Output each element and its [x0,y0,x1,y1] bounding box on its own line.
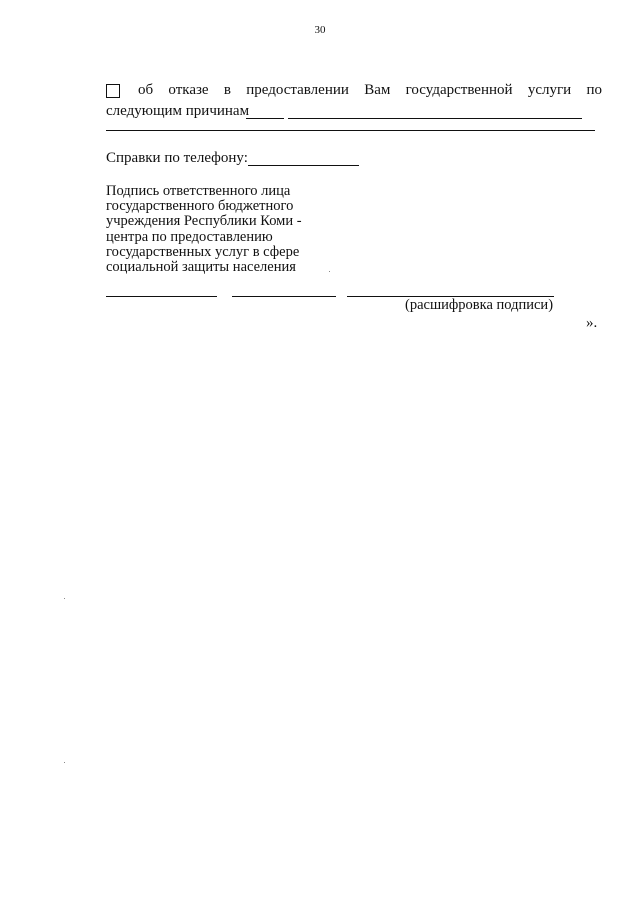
reasons-blank-short[interactable] [246,118,284,119]
refusal-text: об отказе в предоставлении Вам государственной услуги по [138,82,602,98]
official-line: учреждения Республики Коми - [106,213,302,230]
official-line: государственного бюджетного [106,198,294,215]
signature-decoding-caption: (расшифровка подписи) [405,297,554,313]
official-line: государственных услуг в сфере [106,243,300,260]
closing-quote: ». [586,315,598,331]
scan-speck [329,271,330,272]
refusal-reasons-label: следующим причинам [106,103,250,119]
reasons-blank-full-line[interactable] [106,130,595,131]
phone-inquiry-label: Справки по телефону: [106,150,248,166]
position-blank[interactable] [106,296,217,297]
refusal-option [106,82,602,99]
scan-speck [64,598,65,599]
scan-speck [64,762,65,763]
refusal-checkbox[interactable] [106,84,120,98]
official-line: Подпись ответственного лица [106,183,291,199]
signature-blank[interactable] [232,296,336,297]
page-number: 30 [314,24,326,36]
official-line: социальной защиты населения [106,259,296,276]
phone-number-blank[interactable] [248,165,359,166]
official-signature-label [106,184,336,275]
reasons-blank-long[interactable] [288,118,582,119]
official-line: центра по предоставлению [106,228,273,245]
